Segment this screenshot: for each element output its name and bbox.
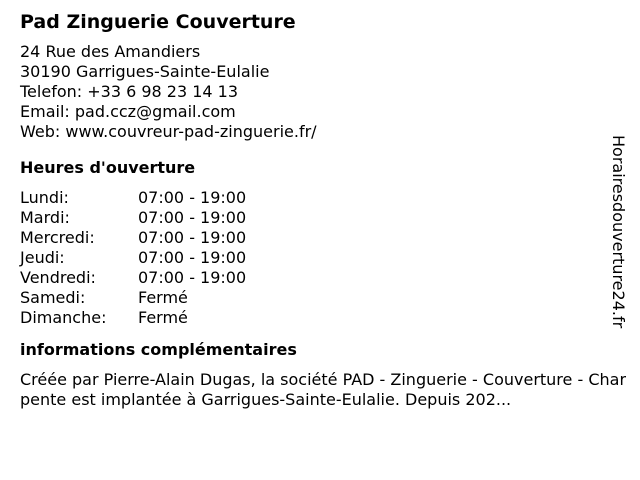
day-label: Mercredi: xyxy=(20,228,95,247)
hours-row-wednesday xyxy=(20,228,246,248)
day-hours: 07:00 - 19:00 xyxy=(138,208,247,227)
site-watermark: Horairesdouverture24.fr xyxy=(609,135,628,329)
hours-row-friday xyxy=(20,268,246,288)
business-name: Pad Zinguerie Couverture xyxy=(20,11,296,33)
phone-line: Telefon: +33 6 98 23 14 13 xyxy=(20,82,239,101)
email-line: Email: pad.ccz@gmail.com xyxy=(20,102,236,121)
business-card xyxy=(20,10,626,410)
day-label: Samedi: xyxy=(20,288,86,307)
day-label: Vendredi: xyxy=(20,268,96,287)
web-line: Web: www.couvreur-pad-zinguerie.fr/ xyxy=(20,122,317,141)
day-hours: Fermé xyxy=(138,308,188,327)
opening-hours-heading: Heures d'ouverture xyxy=(20,158,196,177)
hours-row-thursday xyxy=(20,248,246,268)
day-label: Jeudi: xyxy=(20,248,65,267)
address-street: 24 Rue des Amandiers xyxy=(20,42,201,61)
hours-row-monday xyxy=(20,188,246,208)
opening-hours-table xyxy=(20,188,246,328)
day-hours: 07:00 - 19:00 xyxy=(138,228,247,247)
additional-info-text: Créée par Pierre-Alain Dugas, la société PAD - Zinguerie - Couverture - Charpente est implantée à Garrigues-Sainte-Eulalie. Depuis 202... xyxy=(20,370,626,409)
day-hours: 07:00 - 19:00 xyxy=(138,268,247,287)
day-hours: 07:00 - 19:00 xyxy=(138,248,247,267)
hours-row-saturday xyxy=(20,288,246,308)
day-label: Mardi: xyxy=(20,208,70,227)
day-label: Dimanche: xyxy=(20,308,107,327)
day-hours: Fermé xyxy=(138,288,188,307)
additional-info-heading: informations complémentaires xyxy=(20,340,297,359)
address-city: 30190 Garrigues-Sainte-Eulalie xyxy=(20,62,270,81)
hours-row-sunday xyxy=(20,308,246,328)
day-label: Lundi: xyxy=(20,188,69,207)
day-hours: 07:00 - 19:00 xyxy=(138,188,247,207)
hours-row-tuesday xyxy=(20,208,246,228)
